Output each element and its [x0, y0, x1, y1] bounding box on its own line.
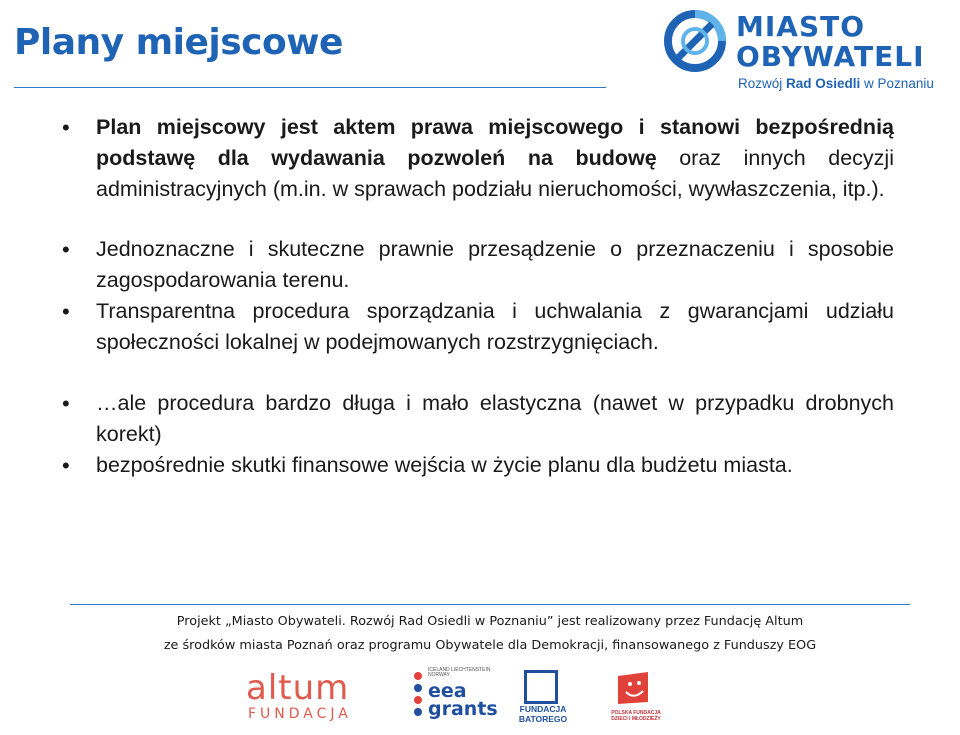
footer-text: [70, 610, 910, 658]
logo-title-line2: OBYWATELI: [736, 40, 925, 73]
footer-line: ze środków miasta Poznań oraz programu Obywatele dla Demokracji, finansowanego z Funduszy EOG: [163, 638, 817, 653]
bullet-item: • Plan miejscowy jest aktem prawa miejscowego i stanowi bezpośrednią podstawę dla wydawania pozwoleń na budowę oraz innych decyzji administracyjnych (m.in. w sprawach podziału nieruchomości, wywłaszczenia, itp.).: [62, 112, 894, 205]
smiley-flag-icon: [618, 670, 658, 706]
footer-rule: [70, 604, 910, 605]
bullet-item: • Transparentna procedura sporządzania i uchwalania z gwarancjami udziału społeczności lokalnej w podejmowanych rozstrzygnięciach.: [62, 296, 894, 358]
bullet-item: • Jednoznaczne i skuteczne prawnie przesądzenie o przeznaczeniu i sposobie zagospodarowania terenu.: [62, 234, 894, 296]
batory-emblem-icon: [524, 670, 558, 704]
logo-title-line1: MIASTO: [736, 10, 866, 43]
logo-subtitle: Rozwój Rad Osiedli w Poznaniu: [738, 76, 934, 91]
pfdim-logo: POLSKA FUNDACJA DZIECI I MŁODZIEŻY: [600, 668, 662, 728]
footer-line: Projekt „Miasto Obywateli. Rozwój Rad Osiedli w Poznaniu” jest realizowany przez Fundację Altum: [176, 614, 804, 629]
bullet-list: [62, 112, 894, 481]
eea-dots-icon: [410, 668, 426, 728]
miasto-obywateli-logo: [662, 6, 958, 96]
bullet-item: • …ale procedura bardzo długa i mało elastyczna (nawet w przypadku drobnych korekt): [62, 388, 894, 450]
eea-grants-logo: ICELAND LIECHTENSTEIN NORWAY eea grants: [410, 668, 500, 728]
altum-logo: altum FUNDACJA: [246, 668, 352, 722]
slide-title: Plany miejscowe: [14, 22, 343, 63]
circle-emblem-icon: [662, 8, 728, 74]
fundacja-batorego-logo: FUNDACJA BATOREGO: [518, 668, 576, 728]
bullet-item: • bezpośrednie skutki finansowe wejścia w życie planu dla budżetu miasta.: [62, 450, 894, 481]
title-underline: [14, 87, 606, 88]
